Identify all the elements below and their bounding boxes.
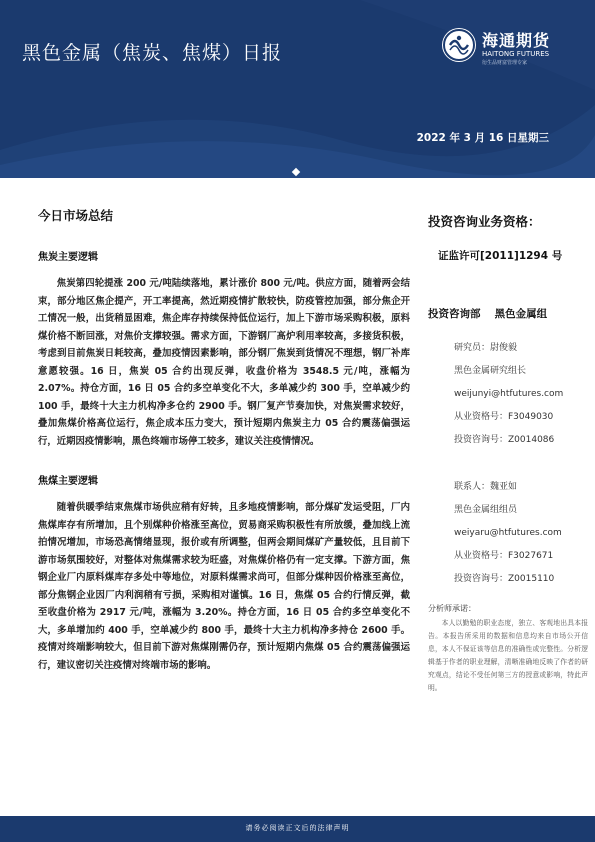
analyst-2-title: 黑色金属组组员: [454, 505, 518, 515]
analyst-1-title: 黑色金属研究组长: [454, 366, 527, 376]
analyst-card-2: [428, 476, 588, 591]
qualification-title: 投资咨询业务资格：: [428, 214, 541, 229]
haitong-logo-icon: [442, 28, 476, 62]
legal-notice: 请务必阅读正文后的法律声明: [245, 824, 350, 832]
analyst-1-consult-no: 投资咨询号：Z0014086: [454, 435, 555, 445]
analyst-1-email[interactable]: weijunyi@htfutures.com: [454, 389, 564, 399]
coal-heading: 焦煤主要逻辑: [38, 476, 98, 487]
report-title: 黑色金属（焦炭、焦煤）日报: [22, 42, 283, 64]
license-number: 证监许可[2011]1294 号: [438, 250, 563, 262]
coke-heading: 焦炭主要逻辑: [38, 252, 98, 263]
analyst-card-1: [428, 337, 588, 452]
report-date: 2022 年 3 月 16 日星期三: [416, 132, 549, 144]
logo-name: 海通期货: [482, 31, 551, 50]
analyst-disclaimer: [428, 603, 588, 695]
coke-paragraph: 焦炭第四轮提涨 200 元/吨陆续落地，累计涨价 800 元/吨。供应方面，随着两会结束，部分地区焦企提产，开工率提高，然近期疫情扩散较快，防疫管控加强，部分焦企开工情况一般，出货稍显困难，焦企库存持续保持低位运行，加上下游市场采购积极，原料煤价格不断回涨，对焦价支撑较强。需求方面，下游钢厂高炉利用率较高，多接货积极，考虑到目前焦炭日耗较高，叠加疫情因素影响，部分钢厂焦炭到货情况不理想，钢厂补库意愿较强。16 日，焦炭 05 合约出现反弹，收盘价格为 3548.5 元/吨，涨幅为 2.07%。持仓方面，16 日 05 合约多空单变化不大，多单减少约 300 手，空单减少约 100 手，最终十大主力机构净多仓约 2900 手。钢厂复产节奏加快，对焦炭需求较好，叠加焦煤价格高位运行，焦企成本压力变大，预计短期内焦炭主力 05 合约震荡偏强运行，近期因疫情影响，黑色终端市场停工较多，建议关注疫情情况。: [38, 278, 410, 447]
coal-paragraph: 随着供暖季结束焦煤市场供应稍有好转，且多地疫情影响，部分煤矿发运受阻，厂内焦煤库存有所增加，且个别煤种价格涨至高位，贸易商采购积极性有所放缓，叠加线上流拍情况增加，市场恐高情绪显现，报价或有所调整，但两会期间煤矿产量较低，且目前下游市场氛围较好，对整体对焦煤需求较为旺盛，对焦煤价格仍有一定支撑。下游方面，焦钢企业厂内原料煤库存多处中等地位，对原料煤需求尚可，但部分煤种因价格涨至高位，部分焦钢企业因厂内利润稍有亏损，采购相对谨慎。16 日，焦煤 05 合约行情反弹，截至收盘价格为 2917 元/吨，涨幅为 3.20%。持仓方面，16 日 05 合约多空单变化不大，多单增加约 400 手，空单减少约 800 手，最终十大主力机构净多持仓 2600 手。疫情对终端影响较大，但目前下游对焦煤刚需仍存，预计短期内焦煤 05 合约震荡偏强运行，建议密切关注疫情对终端市场的影响。: [38, 502, 410, 671]
disclaimer-text: 本人以勤勉的职业态度，独立、客观地出具本报告。本报告所采用的数据和信息均来自市场公开信息，本人不保证该等信息的准确性或完整性。分析逻辑基于作者的职业理解，清晰准确地反映了作者的研究观点，结论不受任何第三方的授意或影响，特此声明。: [428, 619, 588, 692]
analyst-1-name: 研究员：尉俊毅: [454, 343, 518, 353]
market-summary: [38, 206, 410, 674]
disclaimer-title: 分析师承诺：: [428, 604, 476, 613]
section-title: 今日市场总结: [38, 208, 114, 223]
analyst-2-email[interactable]: weiyaru@htfutures.com: [454, 528, 562, 538]
page-footer: [0, 816, 595, 842]
department: 投资咨询部 黑色金属组: [428, 308, 548, 320]
analyst-2-name: 联系人：魏亚如: [454, 482, 518, 492]
analyst-1-qual-no: 从业资格号：F3049030: [454, 412, 554, 422]
logo-slogan: 衍生品财富管理专家: [482, 60, 528, 66]
report-header: [0, 0, 595, 178]
analyst-2-qual-no: 从业资格号：F3027671: [454, 551, 554, 561]
company-logo: [442, 26, 582, 70]
analyst-2-consult-no: 投资咨询号：Z0015110: [454, 574, 555, 584]
sidebar: [428, 206, 588, 695]
logo-english-name: HAITONG FUTURES: [482, 50, 550, 58]
